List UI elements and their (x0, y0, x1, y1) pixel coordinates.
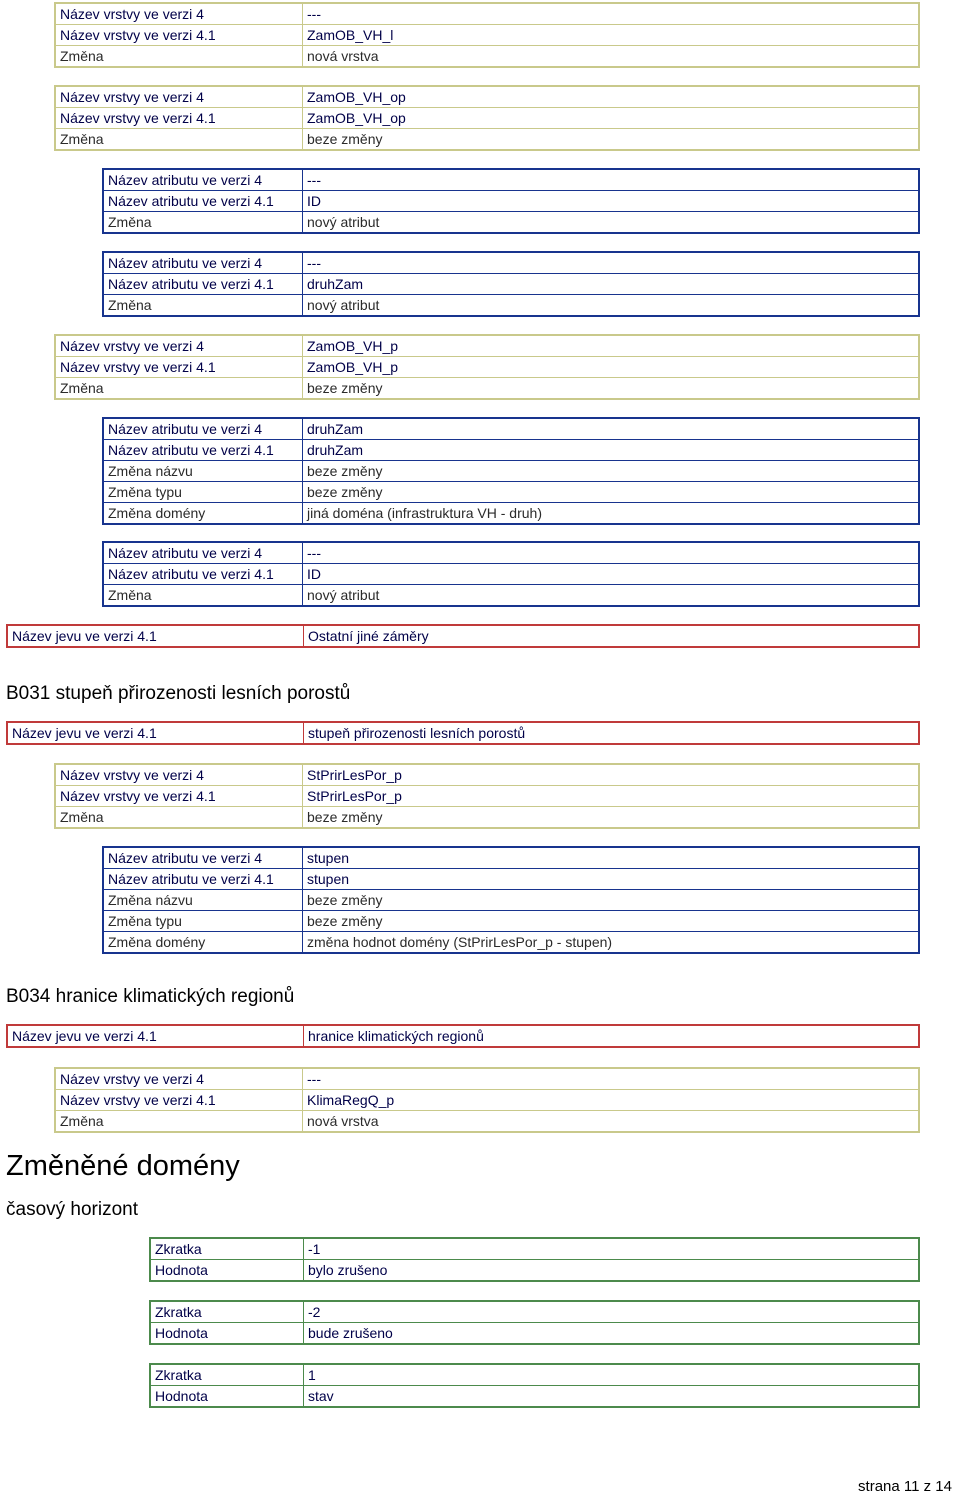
attr-v41-label: Název atributu ve verzi 4.1 (103, 869, 303, 890)
layer-table (54, 763, 920, 829)
change-label: Změna (103, 212, 303, 234)
table-row (103, 542, 919, 564)
value-text: bude zrušeno (308, 1324, 393, 1341)
table-row (103, 847, 919, 869)
layer-v41-value: ZamOB_VH_p (303, 357, 920, 378)
attribute-table (102, 417, 920, 525)
value-text: stav (308, 1387, 334, 1404)
feature-table (6, 1024, 920, 1048)
domain-value-table (149, 1363, 920, 1408)
change-name-value: beze změny (303, 890, 920, 911)
attr-v41-label: Název atributu ve verzi 4.1 (103, 191, 303, 212)
feature-v41-value: Ostatní jiné záměry (308, 627, 429, 644)
attr-v4-label: Název atributu ve verzi 4 (103, 542, 303, 564)
abbrev-label: Zkratka (150, 1238, 304, 1260)
table-row (103, 418, 919, 440)
layer-v4-value: ZamOB_VH_op (303, 86, 920, 108)
value-label: Hodnota (150, 1386, 304, 1408)
table-row (55, 86, 919, 108)
change-type-value: beze změny (303, 911, 920, 932)
table-row (150, 1364, 919, 1386)
change-label: Změna (55, 129, 303, 151)
change-value: nová vrstva (307, 47, 379, 64)
attr-v4-value: druhZam (303, 418, 920, 440)
attr-v4-value: --- (303, 169, 920, 191)
table-row (55, 335, 919, 357)
attr-v41-label: Název atributu ve verzi 4.1 (103, 440, 303, 461)
attr-v4-value: --- (303, 542, 920, 564)
value-text: bylo zrušeno (308, 1261, 388, 1278)
table-row (103, 212, 919, 234)
change-name-value: beze změny (303, 461, 920, 482)
attr-v41-label: Název atributu ve verzi 4.1 (103, 274, 303, 295)
change-value: nový atribut (307, 586, 380, 603)
layer-table (54, 2, 920, 68)
table-row (103, 869, 919, 890)
layer-v4-label: Název vrstvy ve verzi 4 (55, 3, 303, 25)
layer-table (54, 334, 920, 400)
layer-v41-label: Název vrstvy ve verzi 4.1 (55, 25, 303, 46)
layer-v41-label: Název vrstvy ve verzi 4.1 (55, 1090, 303, 1111)
feature-v41-label: Název jevu ve verzi 4.1 (7, 625, 304, 647)
attr-v4-label: Název atributu ve verzi 4 (103, 169, 303, 191)
table-row (55, 1068, 919, 1090)
domain-value-table (149, 1237, 920, 1282)
table-row (103, 932, 919, 954)
abbrev-label: Zkratka (150, 1301, 304, 1323)
table-row (7, 722, 919, 744)
table-row (103, 911, 919, 932)
table-row (103, 191, 919, 212)
feature-table (6, 624, 920, 648)
table-row (150, 1386, 919, 1408)
abbrev-label: Zkratka (150, 1364, 304, 1386)
change-label: Změna (55, 46, 303, 68)
attr-v41-label: Název atributu ve verzi 4.1 (103, 564, 303, 585)
attribute-table (102, 846, 920, 954)
change-label: Změna (103, 585, 303, 607)
table-row (55, 25, 919, 46)
change-label: Změna (103, 295, 303, 317)
change-value: nová vrstva (307, 1112, 379, 1129)
table-row (55, 108, 919, 129)
page-number: strana 11 z 14 (858, 1478, 952, 1495)
table-row (7, 625, 919, 647)
change-name-label: Změna názvu (103, 890, 303, 911)
change-type-label: Změna typu (103, 482, 303, 503)
change-label: Změna (55, 378, 303, 400)
layer-v41-label: Název vrstvy ve verzi 4.1 (55, 108, 303, 129)
table-row (103, 585, 919, 607)
feature-v41-label: Název jevu ve verzi 4.1 (7, 1025, 304, 1047)
domain-name: časový horizont (6, 1199, 139, 1220)
change-type-value: beze změny (303, 482, 920, 503)
layer-table (54, 85, 920, 151)
section-heading: B031 stupeň přirozenosti lesních porostů (6, 683, 351, 704)
change-type-label: Změna typu (103, 911, 303, 932)
layer-v4-label: Název vrstvy ve verzi 4 (55, 1068, 303, 1090)
attr-v4-label: Název atributu ve verzi 4 (103, 418, 303, 440)
value-label: Hodnota (150, 1323, 304, 1345)
layer-v4-value: ZamOB_VH_p (303, 335, 920, 357)
table-row (103, 890, 919, 911)
layer-v41-value: ZamOB_VH_op (303, 108, 920, 129)
table-row (55, 1090, 919, 1111)
layer-v41-value: ZamOB_VH_l (303, 25, 920, 46)
table-row (55, 46, 919, 68)
change-label: Změna (55, 807, 303, 829)
attr-v4-label: Název atributu ve verzi 4 (103, 847, 303, 869)
table-row (103, 440, 919, 461)
table-row (150, 1301, 919, 1323)
abbrev-value: 1 (304, 1364, 920, 1386)
layer-v4-value: StPrirLesPor_p (303, 764, 920, 786)
change-domain-label: Změna domény (103, 503, 303, 525)
abbrev-value: -2 (304, 1301, 920, 1323)
layer-v4-label: Název vrstvy ve verzi 4 (55, 86, 303, 108)
feature-v41-value: hranice klimatických regionů (308, 1027, 484, 1044)
domain-value-table (149, 1300, 920, 1345)
table-row (55, 378, 919, 400)
table-row (103, 169, 919, 191)
table-row (55, 3, 919, 25)
table-row (55, 1111, 919, 1133)
table-row (150, 1238, 919, 1260)
layer-v41-label: Název vrstvy ve verzi 4.1 (55, 786, 303, 807)
table-row (103, 482, 919, 503)
attr-v4-value: --- (303, 252, 920, 274)
table-row (103, 503, 919, 525)
table-row (150, 1260, 919, 1282)
change-domain-value: jiná doména (infrastruktura VH - druh) (307, 504, 542, 521)
attribute-table (102, 251, 920, 317)
layer-table (54, 1067, 920, 1133)
attr-v41-value: druhZam (303, 274, 920, 295)
table-row (55, 129, 919, 151)
table-row (103, 295, 919, 317)
attr-v41-value: stupen (303, 869, 920, 890)
change-value: beze změny (307, 808, 383, 825)
table-row (103, 274, 919, 295)
layer-v4-label: Název vrstvy ve verzi 4 (55, 764, 303, 786)
change-value: beze změny (307, 130, 383, 147)
table-row (7, 1025, 919, 1047)
table-row (103, 461, 919, 482)
layer-v4-value: --- (303, 1068, 920, 1090)
change-value: beze změny (307, 379, 383, 396)
change-name-label: Změna názvu (103, 461, 303, 482)
table-row (103, 564, 919, 585)
change-domain-label: Změna domény (103, 932, 303, 954)
attr-v41-value: druhZam (303, 440, 920, 461)
attr-v41-value: ID (303, 191, 920, 212)
section-heading: B034 hranice klimatických regionů (6, 986, 295, 1007)
layer-v41-label: Název vrstvy ve verzi 4.1 (55, 357, 303, 378)
layer-v4-value: --- (303, 3, 920, 25)
change-domain-value: změna hodnot domény (StPrirLesPor_p - stupen) (307, 933, 613, 950)
table-row (55, 764, 919, 786)
table-row (103, 252, 919, 274)
change-label: Změna (55, 1111, 303, 1133)
table-row (150, 1323, 919, 1345)
table-row (55, 357, 919, 378)
feature-v41-label: Název jevu ve verzi 4.1 (7, 722, 304, 744)
domains-title: Změněné domény (6, 1150, 240, 1182)
layer-v41-value: KlimaRegQ_p (303, 1090, 920, 1111)
change-value: nový atribut (307, 296, 380, 313)
feature-v41-value: stupeň přirozenosti lesních porostů (308, 724, 526, 741)
attr-v41-value: ID (303, 564, 920, 585)
change-value: nový atribut (307, 213, 380, 230)
abbrev-value: -1 (304, 1238, 920, 1260)
feature-table (6, 721, 920, 745)
table-row (55, 786, 919, 807)
table-row (55, 807, 919, 829)
layer-v41-value: StPrirLesPor_p (303, 786, 920, 807)
layer-v4-label: Název vrstvy ve verzi 4 (55, 335, 303, 357)
attr-v4-label: Název atributu ve verzi 4 (103, 252, 303, 274)
attr-v4-value: stupen (303, 847, 920, 869)
attribute-table (102, 541, 920, 607)
value-label: Hodnota (150, 1260, 304, 1282)
attribute-table (102, 168, 920, 234)
